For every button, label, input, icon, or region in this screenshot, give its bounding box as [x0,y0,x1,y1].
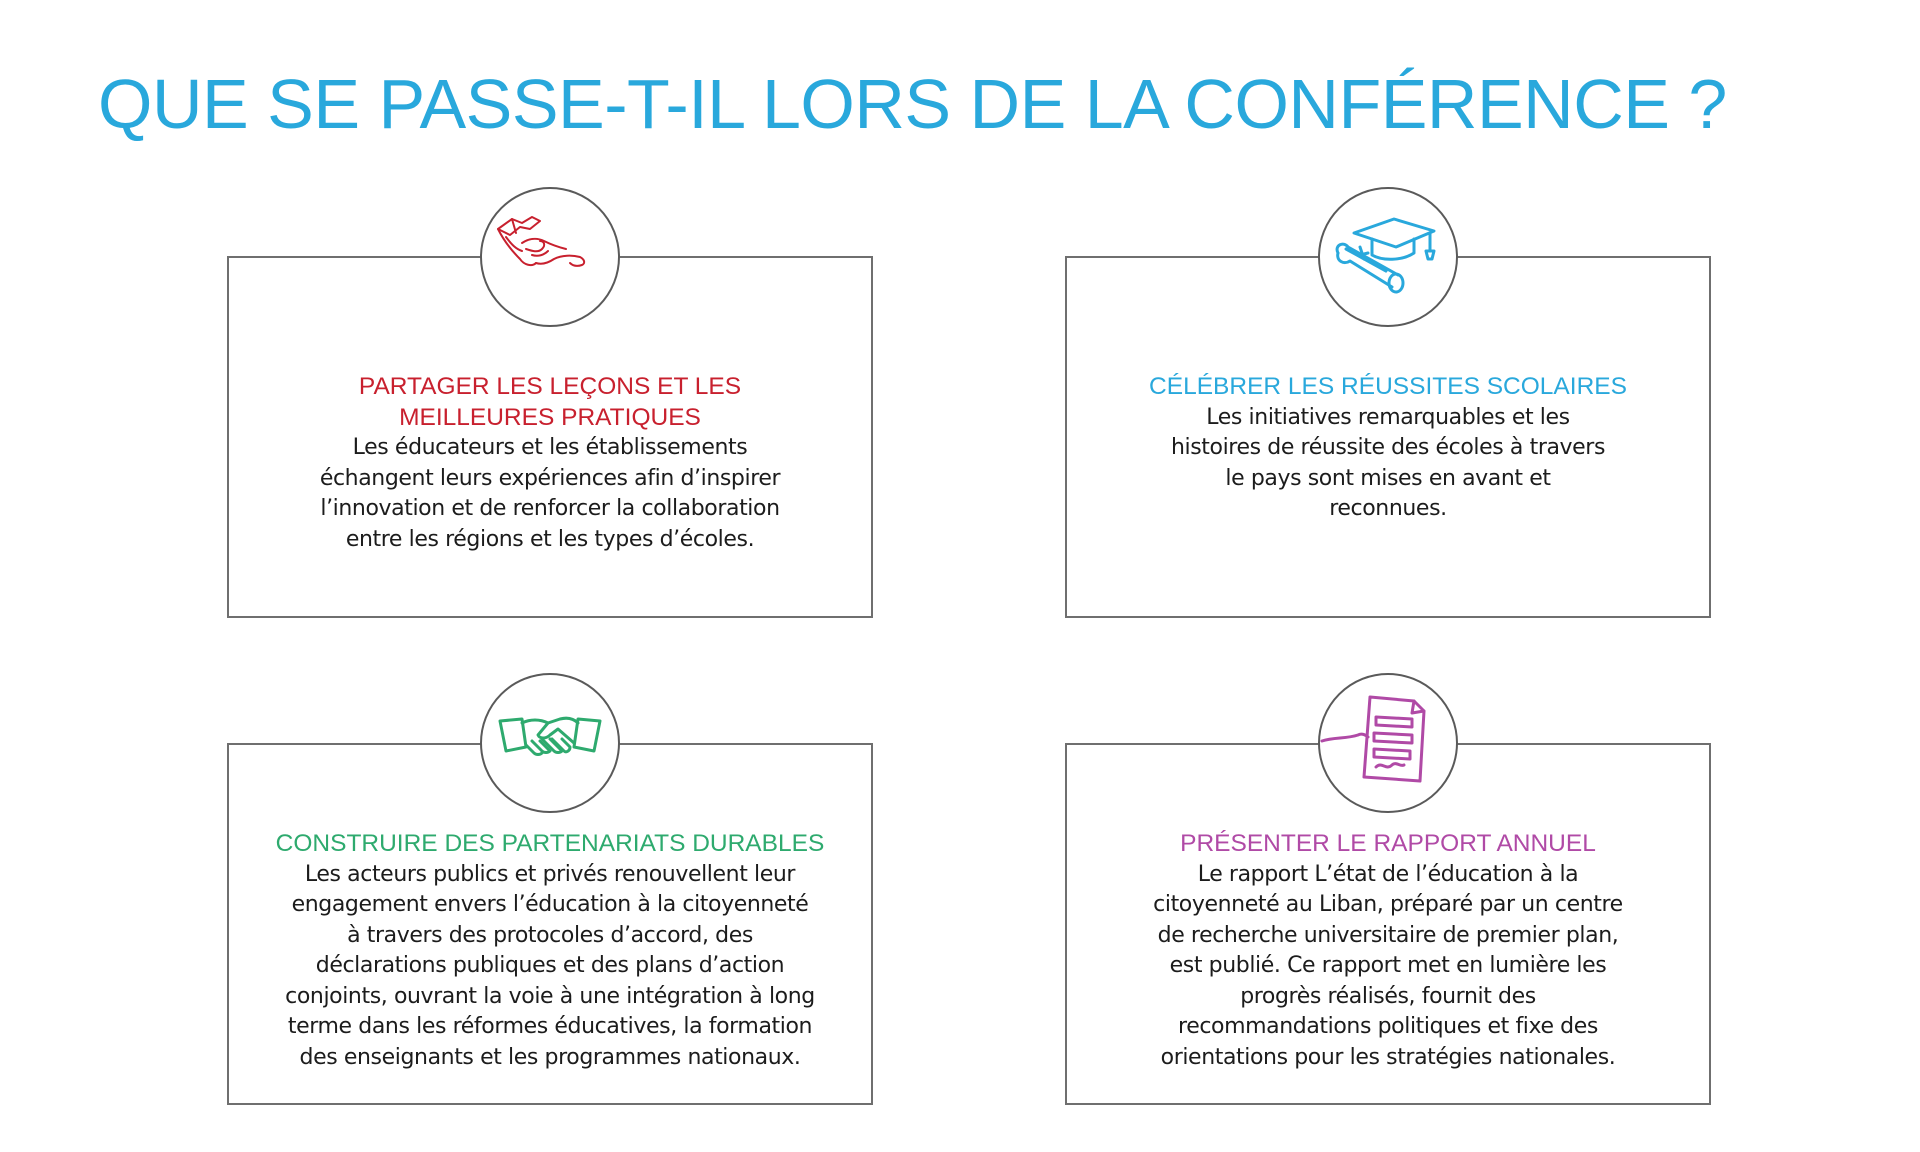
card-text-line: orientations pour les stratégies nationales. [1160,1044,1616,1070]
card-text-line: recommandations politiques et fixe des [1178,1014,1598,1039]
handshake-icon [482,675,618,811]
card-heading-line: CÉLÉBRER LES RÉUSSITES SCOLAIRES [1149,373,1627,400]
card-description [239,860,861,1074]
hands-with-book-icon-badge [480,187,620,327]
card-text-line: reconnues. [1329,496,1447,521]
card-description [239,433,861,555]
card-text-line: de recherche universitaire de premier plan, [1157,922,1619,948]
card-text-line: engagement envers l’éducation à la citoyenneté [291,892,809,917]
card-text-line: des enseignants et les programmes nationaux. [299,1044,801,1070]
card-text-line: entre les régions et les types d’écoles. [345,526,755,552]
card-text-line: citoyenneté au Liban, préparé par un centre [1153,892,1623,917]
card-text-line: Les éducateurs et les établissements [352,435,748,460]
card-text-line: histoires de réussite des écoles à travers [1170,435,1606,460]
card-text-line: progrès réalisés, fournit des [1240,983,1536,1009]
card-text-line: échangent leurs expériences afin d’inspirer [319,465,781,491]
card-text-line: à travers des protocoles d’accord, des [347,922,753,948]
card-description [1077,860,1699,1074]
card-text-line: est publié. Ce rapport met en lumière les [1169,953,1607,978]
card-heading [1077,372,1699,403]
card-description [1077,403,1699,525]
card-text-line: déclarations publiques et des plans d’action [315,953,785,978]
graduation-cap-diploma-icon-badge [1318,187,1458,327]
signed-document-icon [1320,675,1456,811]
card-heading-line: PRÉSENTER LE RAPPORT ANNUEL [1180,830,1596,857]
card-text-line: Les acteurs publics et privés renouvellent leur [304,861,796,887]
card-text-line: le pays sont mises en avant et [1225,465,1551,491]
card-heading-line: PARTAGER LES LEÇONS ET LES [358,373,742,400]
card-heading [239,372,861,433]
card-heading-line: MEILLEURES PRATIQUES [399,403,701,431]
card-text-line: conjoints, ouvrant la voie à une intégration à long [285,983,815,1009]
card-heading-line: CONSTRUIRE DES PARTENARIATS DURABLES [275,830,825,857]
graduation-cap-diploma-icon [1320,189,1456,325]
card-heading [239,829,861,860]
page-title: QUE SE PASSE-T-IL LORS DE LA CONFÉRENCE ? [98,65,1727,143]
card-text-line: Les initiatives remarquables et les [1206,404,1570,430]
hands-with-book-icon [482,189,618,325]
signed-document-icon-badge [1318,673,1458,813]
handshake-icon-badge [480,673,620,813]
card-text-line: l’innovation et de renforcer la collaboration [320,496,780,521]
card-text-line: terme dans les réformes éducatives, la formation [287,1014,813,1039]
card-text-line: Le rapport L’état de l’éducation à la [1197,861,1579,887]
card-heading [1077,829,1699,860]
